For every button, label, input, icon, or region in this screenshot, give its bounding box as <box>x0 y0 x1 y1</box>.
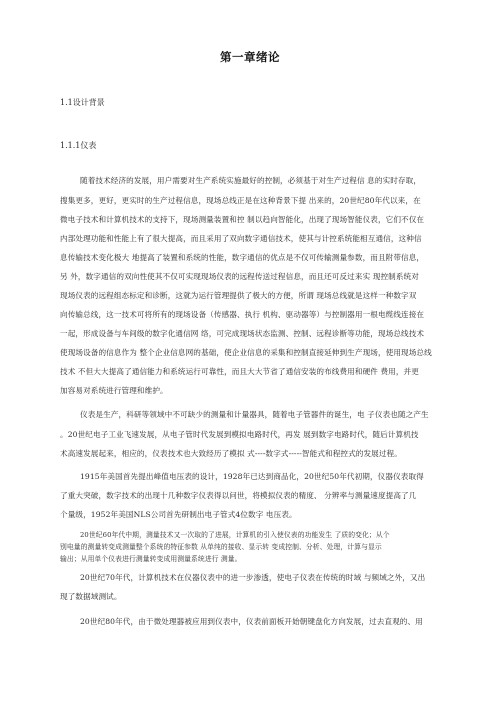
body-line: 了重大突破，数字技术的出现十几种数字仪表得以问世，将模拟仪表的精度、 分辨率与测量速度提高了几 <box>60 491 417 500</box>
body-line: 内部处理功能和性能上有了很大提高，而且采用了双向数字通信技术，使其与计控系统能相互通信，这种信 <box>60 234 422 243</box>
body-line: 20世纪80年代，由于微处理器被应用到仪表中，仪表前面板开始朝键盘化方向发展，过去直观的、用 <box>80 617 423 626</box>
body-line: 息传输技术变化极大 地提高了装置和系统的性能，数字通信的优点是不仅可传输测量参数，而且附带信息， <box>60 253 425 262</box>
body-line: 使现场设备的信息作为 整个企业信息网的基础，使企业信息的采集和控制直接延伸到生产现场，使用现场总线 <box>60 348 432 357</box>
body-line: 随着技术经济的发展，用户需要对生产系统实施最好的控制，必须基于对生产过程信 息的实时存取， <box>80 176 422 185</box>
body-line: 另 外，数字通信的双向性使其不仅可实现现场仪表的远程传送过程信息，而且还可反过来实 现控制系统对 <box>60 272 419 281</box>
section-heading: 1.1设计背景 <box>60 98 105 107</box>
body-line: 微电子技术和计算机技术的支持下，现场测量装置和控 制以趋向智能化，出现了现场智能仪表，它们不仅在 <box>60 215 425 224</box>
body-line: 仪表是生产，科研等领域中不可缺少的测量和计量器具，随着电子管器件的诞生，电 子仪表也随之产生 <box>80 410 429 419</box>
body-line: 加容易对系统进行管理和维护。 <box>60 386 168 395</box>
subsection-heading: 1.1.1仪表 <box>60 141 97 150</box>
body-line: 输出；从用单个仪表进行测量转变成用测量系统进行 测量。 <box>60 555 242 563</box>
body-line: 搜集更多，更好，更实时的生产过程信息，现场总线正是在这种背景下提 出来的，20世纪80年代以来，在 <box>60 196 421 205</box>
body-line: 别电量的测量转变成测量整个系统的特征参数 从单纯的接收、显示转 变成控制、分析、处理，计算与显示 <box>60 543 382 551</box>
chapter-title: 第一章绪论 <box>220 50 280 64</box>
body-line: 技术 不但大大提高了通信能力和系统运行可靠性，而且大大节省了通信安装的布线费用和硬件 费用，并更 <box>60 367 419 376</box>
body-line: 现场仪表的远程组态标定和诊断，这就为运行管理提供了极大的方便，所谓 现场总线就是这样一种数字双 <box>60 291 417 300</box>
body-line: 向传输总线，这一技术可将所有的现场设备（传感器、执行 机构、驱动器等）与控制器用一根电缆线连接在 <box>60 310 425 319</box>
body-line: 个量级，1952年美国NLS公司首先研制出电子管式4位数字 电压表。 <box>60 510 297 519</box>
body-line: 20世纪60年代中期，测量技术又一次取的了进展，计算机的引入使仪表的功能发生 了质的变化；从个 <box>80 531 390 539</box>
body-line: 一起，形成设备与车间级的数字化通信网 络，可完成现场状态监测、控制、远程诊断等功能，现场总线技术 <box>60 329 425 338</box>
body-line: 1915年美国首先提出峰值电压表的设计，1928年已达到商品化，20世纪50年代初期，仪器仪表取得 <box>80 472 424 481</box>
body-line: 。20世纪电子工业飞速发展，从电子管时代发展到模拟电路时代，再发 展到数字电路时代，随后计算机技 <box>60 430 419 439</box>
body-line: 术高速发展起来，相应的，仪表技术也大致经历了模拟 式----数字式-----智能式和程控式的发展过程。 <box>60 449 402 458</box>
body-line: 现了数据域测试。 <box>60 592 122 601</box>
body-line: 20世纪70年代，计算机技术在仪器仪表中的进一步渗透，使电子仪表在传统的时域 与频域之外，又出 <box>80 573 426 582</box>
